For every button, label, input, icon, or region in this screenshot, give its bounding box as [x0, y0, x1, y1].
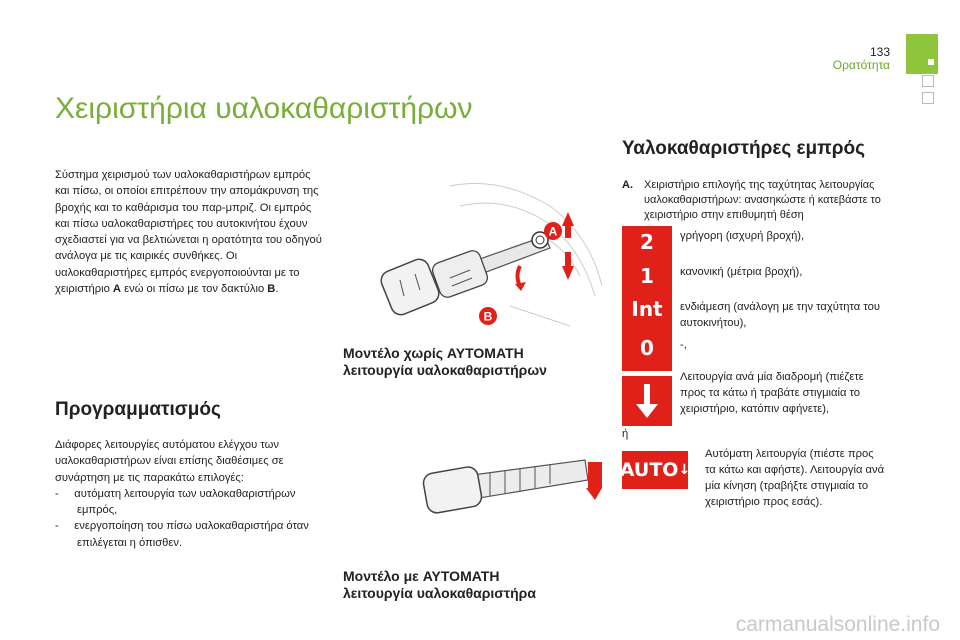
speed-positions-panel: [622, 226, 672, 371]
auto-symbol: AUTO ↓: [622, 451, 688, 489]
figure-caption-auto: Μοντέλο με AYTOMATH λειτουργία υαλοκαθαριστήρα: [343, 568, 536, 601]
single-wipe-box: [622, 376, 672, 426]
chapter-tab-empty: [922, 92, 934, 104]
wiper-stalk-illustration: [340, 176, 602, 332]
chapter-tab-empty: [922, 75, 934, 87]
auto-text: Αυτόματη λειτουργία (πιέστε προς τα κάτω και αφήστε). Λειτουργία ανά μία κίνηση (τραβήξτε στιγμιαία το χειριστήριο προς εσάς).: [705, 448, 885, 508]
or-text: ή: [622, 428, 629, 440]
wiper-stalk-auto-illustration: [340, 440, 602, 530]
page-title: Χειριστήρια υαλοκαθαριστήρων: [55, 92, 473, 125]
speed-int-text: ενδιάμεση (ανάλογη με την ταχύτητα του αυτοκινήτου),: [680, 301, 880, 329]
list-item: - ενεργοποίηση του πίσω υαλοκαθαριστήρα όταν επιλέγεται η όπισθεν.: [55, 520, 309, 549]
speed-2-text: γρήγορη (ισχυρή βροχή),: [680, 230, 805, 242]
speed-0-text: -,: [680, 339, 687, 351]
page-number: 133: [869, 45, 890, 59]
tab-marker-icon: [928, 59, 934, 65]
speed-2-symbol: 2: [640, 230, 654, 254]
chapter-tab: [906, 34, 938, 74]
intro-paragraph: Σύστημα χειρισμού των υαλοκαθαριστήρων εμπρός και πίσω, οι οποίοι επιτρέπουν την απομάκρυνση της βροχής και το καθάρισμα του παρ-μπριζ. Οι εμπρός και πίσω υαλοκαθαριστήρες του αυτοκινήτου έχουν σχεδιαστεί για να βελτιώνεται η ορατότητα του οδηγού ανάλογα με τις καιρικές συνθήκες. Οι υαλοκαθαριστήρες εμπρός ενεργοποιούνται με το χειριστήριο A ενώ οι πίσω με τον δακτύλιο B.: [55, 169, 322, 296]
label-b: B: [483, 309, 493, 324]
label-a: A: [548, 224, 558, 239]
single-wipe-text: Λειτουργία ανά μία διαδρομή (πιέζετε προς τα κάτω ή τραβάτε στιγμιαία το χειριστήριο, κατόπιν αφήνετε),: [680, 371, 864, 415]
speed-1-symbol: 1: [640, 264, 654, 288]
speed-int-symbol: Int: [631, 297, 663, 321]
item-a-description: A. Χειριστήριο επιλογής της ταχύτητας λειτουργίας υαλοκαθαριστήρων: ανασηκώστε ή κατεβάστε το χειριστήριο στην επιθυμητή θέση: [622, 179, 881, 221]
list-item: - αυτόματη λειτουργία των υαλοκαθαριστήρων εμπρός,: [55, 487, 296, 517]
arrow-down-icon: [622, 376, 672, 426]
programming-heading: Προγραμματισμός: [55, 399, 221, 420]
front-wipers-heading: Υαλοκαθαριστήρες εμπρός: [622, 138, 865, 159]
watermark: carmanualsonline.info: [735, 613, 940, 636]
programming-text: Διάφορες λειτουργίες αυτόματου ελέγχου των υαλοκαθαριστήρων είναι επίσης διαθέσιμες σε συνάρτηση με τις παρακάτω επιλογές: - αυτόματη λειτουργία των υαλοκαθαριστήρων εμπρός, - ενεργοποίηση του πίσω υαλοκαθαριστήρα όταν επιλέγεται η όπισθεν.: [55, 437, 325, 551]
section-name: Ορατότητα: [832, 58, 890, 72]
speed-1-text: κανονική (μέτρια βροχή),: [680, 266, 803, 278]
figure-caption-manual: Μοντέλο χωρίς AYTOMATH λειτουργία υαλοκαθαριστήρων: [343, 345, 547, 378]
speed-0-symbol: 0: [640, 336, 654, 360]
arrow-down-icon: ↓: [678, 462, 691, 478]
